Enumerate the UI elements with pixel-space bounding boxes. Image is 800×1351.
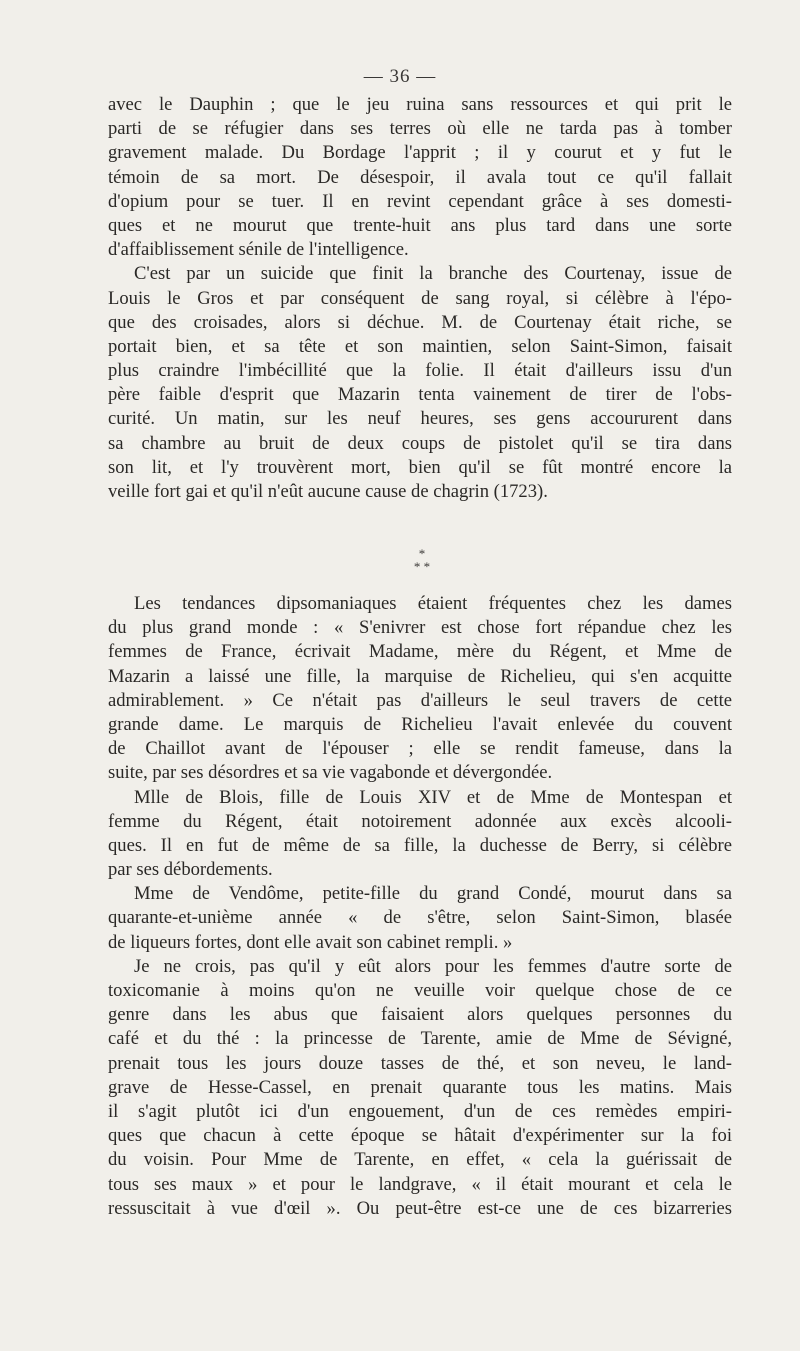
text-line: du plus grand monde : « S'enivrer est chose fort répandue chez les bbox=[108, 617, 732, 639]
text-line: prenait tous les jours douze tasses de thé, et son neveu, le land- bbox=[108, 1052, 732, 1074]
text-line: Mme de Vendôme, petite-fille du grand Condé, mourut dans sa bbox=[134, 883, 732, 905]
text-line: suite, par ses désordres et sa vie vagabonde et dévergondée. bbox=[108, 762, 553, 784]
text-line: par ses débordements. bbox=[108, 859, 273, 881]
text-line: gravement malade. Du Bordage l'apprit ; il y courut et y fut le bbox=[108, 142, 732, 164]
asterism-bottom: * * bbox=[413, 559, 431, 574]
text-line: d'affaiblissement sénile de l'intelligence. bbox=[108, 239, 409, 261]
text-line: Les tendances dipsomaniaques étaient fréquentes chez les dames bbox=[134, 593, 732, 614]
text-line: parti de se réfugier dans ses terres où elle ne tarda pas à tomber bbox=[108, 118, 732, 140]
text-line: Je ne crois, pas qu'il y eût alors pour les femmes d'autre sorte de bbox=[134, 955, 732, 977]
text-line: ressuscitait à vue d'œil ». Ou peut-être est-ce une de ces bizarreries bbox=[108, 1197, 732, 1219]
text-line: d'opium pour se tuer. Il en revint cependant grâce à ses domesti- bbox=[108, 190, 732, 212]
text-block-dipsomania bbox=[108, 592, 732, 1221]
text-line: femmes de France, écrivait Madame, mère du Régent, et Mme de bbox=[108, 641, 732, 663]
text-line: tous ses maux » et pour le landgrave, « il était mourant et cela le bbox=[108, 1173, 732, 1195]
text-line: toxicomanie à moins qu'on ne veuille voir quelque chose de ce bbox=[108, 980, 732, 1001]
text-line: de liqueurs fortes, dont elle avait son cabinet rempli. » bbox=[108, 931, 513, 953]
text-line: Mlle de Blois, fille de Louis XIV et de Mme de Montespan et bbox=[134, 786, 732, 808]
text-line: témoin de sa mort. De désespoir, il avala tout ce qu'il fallait bbox=[108, 166, 732, 188]
text-line: C'est par un suicide que finit la branche des Courtenay, issue de bbox=[134, 263, 732, 285]
text-line: avec le Dauphin ; que le jeu ruina sans ressources et qui prit le bbox=[108, 94, 732, 115]
text-line: son lit, et l'y trouvèrent mort, bien qu'il se fût montré encore la bbox=[108, 456, 732, 478]
text-line: quarante-et-unième année « de s'être, selon Saint-Simon, blasée bbox=[108, 907, 732, 929]
text-line: portait bien, et sa tête et son maintien, selon Saint-Simon, faisait bbox=[108, 335, 732, 357]
asterism-top: * bbox=[418, 546, 426, 561]
text-line: de Chaillot avant de l'épouser ; elle se rendit fameuse, dans la bbox=[108, 738, 732, 760]
text-line: grande dame. Le marquis de Richelieu l'avait enlevée du couvent bbox=[108, 713, 732, 735]
text-line: il s'agit plutôt ici d'un engouement, d'un de ces remèdes empiri- bbox=[108, 1100, 732, 1122]
text-line: veille fort gai et qu'il n'eût aucune cause de chagrin (1723). bbox=[108, 481, 548, 502]
text-line: ques et ne mourut que trente-huit ans plus tard dans une sorte bbox=[108, 214, 732, 236]
page-number: — 36 — bbox=[363, 66, 437, 87]
text-line: Louis le Gros et par conséquent de sang royal, si célèbre à l'épo- bbox=[108, 287, 732, 309]
text-line: plus craindre l'imbécillité que la folie. Il était d'ailleurs issu d'un bbox=[108, 360, 732, 382]
text-line: curité. Un matin, sur les neuf heures, ses gens accoururent dans bbox=[108, 408, 732, 430]
text-line: admirablement. » Ce n'était pas d'ailleurs le seul travers de cette bbox=[108, 689, 732, 711]
text-line: Mazarin a laissé une fille, la marquise de Richelieu, qui s'en acquitte bbox=[108, 665, 732, 687]
text-line: ques que chacun à cette époque se hâtait d'expérimenter sur la foi bbox=[108, 1125, 732, 1147]
text-line: ques. Il en fut de même de sa fille, la duchesse de Berry, si célèbre bbox=[108, 834, 732, 856]
text-block-suicides bbox=[108, 93, 732, 504]
text-line: du voisin. Pour Mme de Tarente, en effet, « cela la guérissait de bbox=[108, 1149, 732, 1171]
text-line: que des croisades, alors si déchue. M. de Courtenay était riche, se bbox=[108, 311, 732, 333]
text-line: père faible d'esprit que Mazarin tenta vainement de tirer de l'obs- bbox=[108, 384, 732, 406]
text-line: grave de Hesse-Cassel, en prenait quarante tous les matins. Mais bbox=[108, 1076, 732, 1098]
text-line: café et du thé : la princesse de Tarente, amie de Mme de Sévigné, bbox=[108, 1028, 732, 1050]
text-line: femme du Régent, était notoirement adonnée aux excès alcooli- bbox=[108, 810, 732, 832]
text-line: genre dans les abus que faisaient alors quelques personnes du bbox=[108, 1004, 732, 1026]
text-line: sa chambre au bruit de deux coups de pistolet qu'il se tira dans bbox=[108, 432, 732, 454]
